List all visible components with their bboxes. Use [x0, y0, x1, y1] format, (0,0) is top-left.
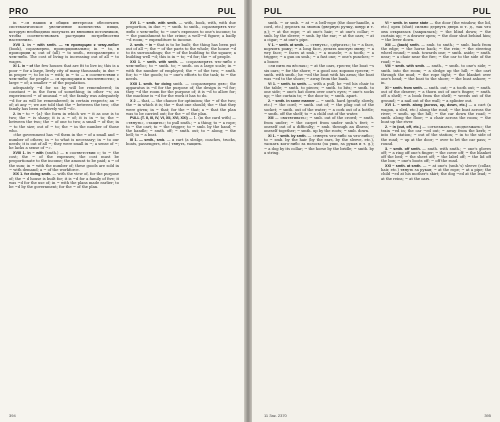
entry-pattern: XVI 1. ~ smth. with smth. — [130, 21, 179, 25]
dictionary-entry — [264, 64, 374, 81]
dictionary-entry — [9, 151, 119, 172]
entry-pattern: XI 1. in ~ of — [13, 64, 35, 69]
dictionary-entry — [9, 43, 119, 64]
entry-text: smth. — «соразмерно для»; the apparatus is ~d for the purpose of; the design is ~d for; they ~d the room for the purpose of; it is ~d to allow for; the machine is ~d for the work it has to do. — [126, 81, 236, 99]
entry-pattern: XVII 1. in ~ with smth. — «в пропорции к чему-либо» — [13, 42, 119, 47]
entry-text: smth. ~ or smb. ~ at ~ a bell-rope (the door-handle, a cord, etc.) дергать за звонок (дверную ручку, шнур и т. д.); ~ at the rope; ~ at one's hair; ~ at one's collar; ~ smb. by the sleeve; ~ smb. by the ear; ~ at the oars; ~ at a cigar; ~ at one's pipe. — [264, 21, 374, 42]
entry-pattern: XXI 1. ~ smth. with smth. — [130, 60, 180, 65]
entry-text: (smth.) — в соответствии с; to ~ the cost; the ~ of the expenses; the cost must be proportionate to the income; the amount to be paid; a ~ of the sum; in ~ with the number of; these goods are sold in ~ with demand; a ~ of the workforce. — [9, 150, 119, 172]
entry-pattern: X 2 — [130, 99, 137, 104]
entry-pattern: XIX 1. for doing smth. — [13, 172, 53, 177]
entry-text: — smth. out; ~ a tooth out; ~ smth. out of the drawer; ~ a thorn out of one's finger; ~ smth. off a shelf; ~ a book from the shelf; ~ weeds out of the ground; ~ a nail out of the wall; ~ a splinter out. — [381, 85, 491, 103]
entry-pattern: XXII 1. smth. for doing — [130, 81, 174, 86]
dictionary-entry — [126, 138, 236, 147]
entry-text: — a cart (a sledge, coaches, trucks, boats, passengers, etc.) тянуть, тащить. — [126, 138, 236, 147]
dictionary-entry — [126, 21, 236, 42]
entry-text: — with, book, with, with due proportion, in due ~; ~ smth. to smth., соразмерять что-либо с чем-либо; to ~ one's expenses to one's income; to ~ the punishment to the crime; a well-~d figure; a badly ~d room; ~ expenditure to income. — [126, 21, 236, 42]
entry-text: adequately ~d for us by will be remembered; in constant ~ in the form of something; in other ~s; an experienced ~ of unusual ~ of; the family was adequately ~d for as will be remembered; in certain respects; an ~ of; at any ~; we are told that the ~ between the two; «the family has been relatively well ~d». — [9, 85, 119, 112]
dictionary-entry — [381, 147, 491, 164]
entry-text: «the government has ~d them in the ~ of a small and ~ number of others; in ~ to what is necessary; in ~ to our needs; it is out of all ~; they were small in ~; a sense of ~; he lacks a sense of ~». — [9, 133, 119, 151]
entry-text: «ли пить на вёслах»; ~ at the oars, грести; the boat ~s six oars; ~ for the shore; ~ a good oar, хорошо грести; ~ smth. with smth.; he ~ed the boat with his arms; the boat was ~ed to the shore; ~ away from the bank. — [264, 64, 374, 82]
entry-pattern: III 1. — smth., smb. — [130, 138, 167, 143]
entry-pattern: XIII — (back) smth. — [385, 42, 422, 47]
dictionary-entry — [264, 21, 374, 42]
entry-text: — with the view of, for the purpose of; the ~ d house is built for; it is ~d for a family of five; it was ~d for the use of; in ~ with the plans made earlier; to be ~d by the government; for the ~ of the plan. — [9, 172, 119, 190]
dictionary-entry — [381, 103, 491, 124]
entry-text: in ~.«в наших и общих интересах обеспечить систематическое увеличение количества пищи, которую необходимо получать из внешних источников, чтобы соответствовать растущим потребностям населения». — [9, 21, 119, 42]
entry-text: — «отъезжать», «подъезжать»; the train ~ed in; the car ~ed out; ~ away from the kerb; ~ into the station; ~ out of the station; ~ in to the side of the road; ~ up at the door; ~ over to let the car pass; ~ round. — [381, 124, 491, 146]
entry-text: — ~ smth. hard (gently, slowly, etc.) ~ the cord; ~ smth. out of; ~ the plug out of the socket; ~ smth. out of the water; ~ a cork out of a bottle; ~ smth. off the shelf; to ~ a child out of the water. — [264, 99, 374, 116]
right-page-column-1 — [264, 21, 374, 418]
right-page-column-2 — [381, 21, 491, 418]
dictionary-entry — [126, 116, 236, 137]
dictionary-entry — [9, 112, 119, 133]
dictionary-entry — [381, 86, 491, 103]
entry-text: the few houses that are fit to live in; this is a poor ~ for a large, lively city of many thousands; in due ~ in proper ~; to be in ~ with; in ~ to — в соответствии с чем-либо; for people — «в пропорции к численности»; a large ~ of; a smaller ~ of the population. — [9, 64, 119, 86]
header-left: PRO — [9, 6, 29, 16]
entry-pattern: XI 1. ~ smth. by smth. — [268, 133, 308, 138]
dictionary-entry — [381, 125, 491, 146]
entry-text: — «соразмерять что-либо с чем-либо»; to ~ smth. to; ~ smth. on a large scale; in ~ with the number of employed; the ~ of the two; ~ smth. for; to ~ the goods; to ~ one's efforts to the task; to ~ the needs. — [126, 60, 236, 82]
entry-text: — with a pull; he ~ed his chair to the table; ~ smth. to pieces; ~ smth. to bits; ~ smth. to one side; ~ one's hat down over one's eyes; ~ one's socks up; ~ the curtain to; ~ the door to; ~ smth. apart. — [264, 81, 374, 99]
dictionary-entry — [9, 133, 119, 150]
entry-text: — smth. with smth.; ~ one's gloves off; ~ a ring off one's finger; ~ the cover off; ~ the blanket off the bed; ~ the sheet off; ~ the label off; ~ the lid off the box; ~ one's boots off; ~ off the road. — [381, 146, 491, 164]
entry-text: — ~ at one's (smb.'s) sleeve (collar, hair, etc.) тянуть за рукав; ~ at the rope; ~ at a pipe; the child ~ed at his mother's skirt; the dog ~ed at the lead; ~ at the reins; ~ at the oars. — [381, 163, 491, 181]
footer-note: 11 Зак. 2370 — [264, 413, 287, 418]
book-gutter — [244, 0, 252, 422]
entry-pattern: XVI 1. ~ smth. along (across, up, down, etc.) — [385, 103, 469, 108]
entry-pattern: XXI ~ smth. at smth. — [385, 163, 423, 168]
dictionary-entry — [264, 99, 374, 116]
dictionary-entry — [264, 43, 374, 64]
entry-text: — smth., ~ smth. to one's side; ~ smth. into the room; ~ a sledge up the hill; ~ the cart through the mud; ~ the rope tight; ~ the blanket over one's head; ~ the boat to the shore; ~ the boat ashore; ~ in. — [381, 64, 491, 86]
header-right: PUL — [472, 6, 491, 16]
dictionary-entry — [264, 116, 374, 133]
entry-text: — the door (the window, the lid, etc.) open (shut) сильно дернуть дверь и т. д., так что она открылась (закрылась); ~ the blind down; ~ the curtain up; ~ a drawer open; ~ the door shut behind him; ~ the lever down. — [381, 21, 491, 42]
entry-text: — a cart (a wagon, a sled, etc.) along the road; ~ the boat across the river; ~ smth. up the hill; ~ the car down the road; ~ smth. along the floor; ~ a chair across the room; ~ the boat up the river. — [381, 103, 491, 125]
left-page-column-1 — [9, 21, 119, 418]
entry-text: — «вытягивать»; ~ smb. out of the crowd; ~ smth. from under; ~ the carpet from under smb.'s feet; ~ oneself out of a difficulty; ~ smb. through an illness; ~ oneself together; ~ smth. up by the roots; ~ smb. down. — [264, 116, 374, 134]
dictionary-entry — [381, 64, 491, 85]
entry-text: — «тянуть что-либо за что-либо»; to ~ smb. by the hair (by the ears, by the sleeve, etc.), таскать кого-либо за волосы (за уши, за рукав и т. д.); ~ a dog by its collar; ~ the horse by the bridle; ~ smth. by a string. — [264, 133, 374, 155]
dictionary-entry — [9, 21, 119, 42]
entry-text: to ~ {a} the form in which we ~ it as one is to two; the ~ is sharp; it is a ~ of; it is in ~ to; the ~ between the two; the ~ of one to two; a small ~ of the; in ~ to the size; out of ~ to; the ~ in the number of those who. — [9, 111, 119, 133]
entry-pattern: 2. ~ smth. in some manner — [268, 99, 316, 104]
header-right: PUL — [217, 6, 236, 16]
entry-pattern: 3. ~ smth. off smth. — [385, 146, 423, 151]
dictionary-entry — [381, 164, 491, 181]
columns — [9, 21, 236, 418]
page-number: 395 — [484, 413, 491, 418]
dictionary-entry — [126, 99, 236, 116]
left-page-column-2 — [126, 21, 236, 418]
right-page — [252, 0, 500, 422]
page-footer — [9, 413, 235, 418]
header-left: PUL — [264, 6, 283, 16]
entry-pattern: V 1. ~ smth. at smth. — [268, 42, 306, 47]
entry-pattern: 2. in ~ — [13, 111, 26, 116]
dictionary-entry — [264, 134, 374, 155]
dictionary-entry — [126, 43, 236, 60]
dictionary-entry — [9, 172, 119, 189]
entry-text: — smb. to smth.; ~ smb. back from the edge; ~ the horse back; ~ the rein; ~ the steering wheel round; ~ smb. towards one; ~ smth. aside; ~ smth. near; ~ a chair near the fire; ~ the car to the side of the road; ~ in. — [381, 42, 491, 64]
running-head — [9, 6, 236, 18]
entry-pattern: PULL (T. II, III, IV, VI, XII, XVI, XXI) — [130, 116, 189, 121]
entry-text: that is to be built; the thing has been put out of all ~; the ~ of the parts to the whole; the house ~d to its surroundings; the ~ of the building to the square; a building well ~d; this is in ~ to; ~d for; the ~ of people. — [126, 42, 236, 60]
dictionary-entry — [381, 21, 491, 42]
dictionary-entry — [126, 60, 236, 81]
left-page — [0, 0, 244, 422]
entry-pattern: 2. ~ in (out, off, etc.) — [385, 124, 423, 129]
dictionary-entry — [381, 43, 491, 64]
entry-text: — «тянуть», «дёргать»; to ~ a face, корчить рожу; ~ a long face, делать кислую мину; ~ a wry face; ~ faces at smb.; ~ a muscle; ~ a tooth; ~ a trigger; ~ a gun on smb.; ~ a fast one; ~ one's punches; ~ a boner. — [264, 42, 374, 64]
entry-pattern: XIII — [268, 116, 275, 121]
entry-pattern: XI ~ smth. from smth. — [385, 85, 424, 90]
running-head — [264, 6, 491, 18]
page-number: 394 — [9, 413, 16, 418]
dictionary-entry — [9, 86, 119, 112]
entry-text: (book), соразмерно, пропорционально; in ~ to, в пропорции к; out of (all) ~ to smth., несоразмерно с чем-либо. The cost of living is increasing out of all ~ to wages. — [9, 46, 119, 64]
entry-pattern: VI ~ smth. in some state — [385, 21, 430, 25]
entry-text: — that, — the chance for optimism; the ~ of the two; the ~ in which it is; the ~ that one should; the ~ that they were given; in ~ that; for the ~ that; a ~ that the plan was to be carried out; for the ~ of the plan. — [126, 99, 236, 116]
dictionary-entry — [264, 82, 374, 99]
entry-pattern: VIII ~ smth. with smth. — [385, 64, 427, 69]
entry-pattern: VI 1. ~ smth. to smth. — [268, 81, 309, 86]
dictionary-entry — [9, 64, 119, 85]
entry-text: — 1. (in the card with) — «тянуть», «тащить»; to pull smth.; ~ a thing; to ~ a rope; to ~ the cart; to ~ the trigger; to ~ smb. by the hand; ~ the handle; ~ smth. off; ~ smth. out; to ~ along; ~ the bell; to ~ a boat. — [126, 116, 236, 138]
entry-pattern: 2. smth. ~ in ~ — [130, 42, 157, 47]
columns — [264, 21, 491, 418]
dictionary-entry — [126, 82, 236, 99]
page-footer — [264, 413, 491, 418]
entry-pattern: XVIII 1. in ~ with — [13, 150, 46, 155]
